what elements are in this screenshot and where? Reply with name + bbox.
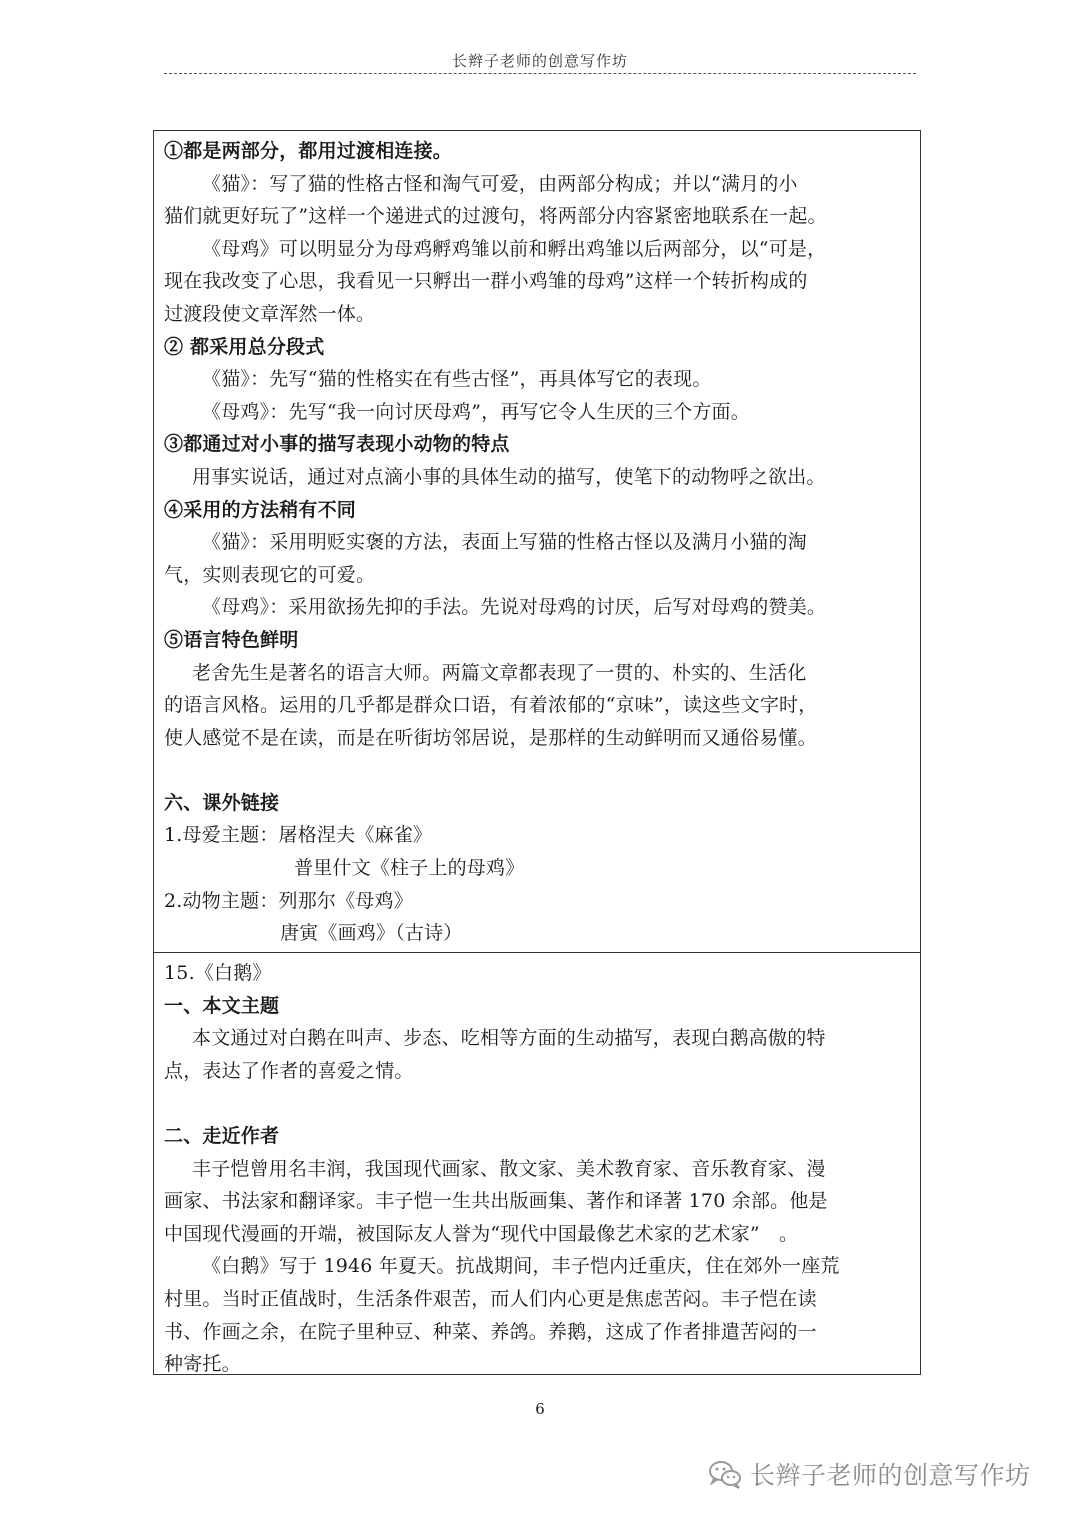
page-header-title: 长辫子老师的创意写作坊 — [451, 52, 628, 70]
paragraph-line: 的语言风格。运用的几乎都是群众口语，有着浓郁的“京味”，读这些文字时， — [164, 694, 818, 717]
point-heading-2: ② 都采用总分段式 — [164, 335, 325, 358]
point-heading-5: ⑤语言特色鲜明 — [164, 628, 299, 651]
point-heading-1: ①都是两部分，都用过渡相连接。 — [164, 140, 453, 162]
section-heading-theme: 一、本文主题 — [164, 994, 280, 1017]
table-cell-cat-hen-analysis — [154, 131, 920, 953]
reading-list-item: 唐寅《画鸡》（古诗） — [280, 922, 463, 945]
reading-list-item: 普里什文《柱子上的母鸡》 — [294, 857, 525, 880]
paragraph-line: 《母鸡》：采用欲扬先抑的手法。先说对母鸡的讨厌，后写对母鸡的赞美。 — [202, 596, 827, 619]
paragraph-line: 《母鸡》：先写“我一向讨厌母鸡”，再写它令人生厌的三个方面。 — [202, 400, 750, 423]
paragraph-line: 画家、书法家和翻译家。丰子恺一生共出版画集、著作和译著 170 余部。他是 — [164, 1190, 828, 1213]
paragraph-line: 《白鹅》写于 1946 年夏天。抗战期间，丰子恺内迁重庆，住在郊外一座荒 — [202, 1255, 840, 1278]
section-heading-extended-reading: 六、课外链接 — [164, 791, 280, 814]
wechat-icon — [708, 1459, 742, 1489]
paragraph-line: 种寄托。 — [164, 1353, 241, 1376]
watermark-text: 长辫子老师的创意写作坊 — [750, 1461, 1031, 1490]
reading-list-item: 1.母爱主题：屠格涅夫《麻雀》 — [164, 824, 433, 847]
lesson-title: 15.《白鹅》 — [164, 962, 272, 984]
point-heading-3: ③都通过对小事的描写表现小动物的特点 — [164, 433, 510, 456]
table-cell-white-goose — [154, 953, 920, 1374]
paragraph-line: 点，表达了作者的喜爱之情。 — [164, 1059, 414, 1082]
blank-line — [164, 754, 910, 787]
watermark — [708, 1456, 1031, 1492]
section-heading-author: 二、走近作者 — [164, 1124, 280, 1147]
content-table — [153, 130, 921, 1375]
reading-list-item: 2.动物主题：列那尔《母鸡》 — [164, 889, 413, 912]
paragraph-line: 《猫》：采用明贬实褒的方法，表面上写猫的性格古怪以及满月小猫的淘 — [202, 531, 807, 554]
paragraph-line: 《猫》：写了猫的性格古怪和淘气可爱，由两部分构成；并以“满月的小 — [202, 172, 798, 195]
paragraph-line: 丰子恺曾用名丰润，我国现代画家、散文家、美术教育家、音乐教育家、漫 — [192, 1157, 826, 1180]
paragraph-line: 老舍先生是著名的语言大师。两篇文章都表现了一贯的、朴实的、生活化 — [192, 661, 807, 684]
paragraph-line: 猫们就更好玩了”这样一个递进式的过渡句，将两部分内容紧密地联系在一起。 — [164, 205, 827, 228]
paragraph-line: 过渡段使文章浑然一体。 — [164, 302, 376, 325]
paragraph-line: 现在我改变了心思，我看见一只孵出一群小鸡雏的母鸡”这样一个转折构成的 — [164, 270, 808, 293]
paragraph-line: 气，实则表现它的可爱。 — [164, 563, 376, 586]
paragraph-line: 书、作画之余，在院子里种豆、种菜、养鸽。养鹅，这成了作者排遣苦闷的一 — [164, 1320, 817, 1343]
paragraph-line: 中国现代漫画的开端，被国际友人誉为“现代中国最像艺术家的艺术家” 。 — [164, 1222, 799, 1245]
page-number: 6 — [535, 1400, 545, 1418]
paragraph-line: 本文通过对白鹅在叫声、步态、吃相等方面的生动描写，表现白鹅高傲的特 — [192, 1027, 826, 1050]
blank-line — [164, 1087, 910, 1120]
paragraph-line: 村里。当时正值战时，生活条件艰苦，而人们内心更是焦虑苦闷。丰子恺在读 — [164, 1287, 817, 1310]
paragraph-line: 《母鸡》可以明显分为母鸡孵鸡雏以前和孵出鸡雏以后两部分，以“可是， — [202, 237, 827, 260]
point-heading-4: ④采用的方法稍有不同 — [164, 498, 357, 521]
paragraph-line: 用事实说话，通过对点滴小事的具体生动的描写，使笔下的动物呼之欲出。 — [192, 465, 826, 488]
header-divider — [164, 73, 916, 74]
paragraph-line: 使人感觉不是在读，而是在听街坊邻居说，是那样的生动鲜明而又通俗易懂。 — [164, 726, 817, 749]
paragraph-line: 《猫》：先写“猫的性格实在有些古怪”，再具体写它的表现。 — [202, 368, 712, 391]
